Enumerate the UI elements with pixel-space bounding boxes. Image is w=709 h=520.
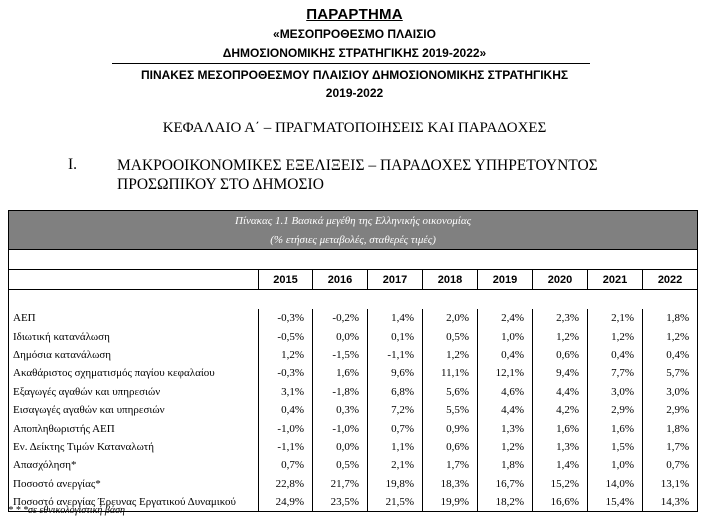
value-cell: 0,4%	[259, 401, 313, 419]
value-cell: 1,0%	[478, 327, 533, 345]
value-cell: 1,2%	[259, 346, 313, 364]
value-cell: 4,4%	[533, 383, 588, 401]
table-row	[9, 364, 698, 382]
value-cell: 22,8%	[259, 475, 313, 493]
value-cell: 14,3%	[643, 493, 698, 512]
year-header: 2019	[478, 270, 533, 290]
row-label: ΑΕΠ	[9, 309, 259, 327]
value-cell: 4,2%	[533, 401, 588, 419]
table-row	[9, 327, 698, 345]
year-header: 2022	[643, 270, 698, 290]
value-cell: 4,6%	[478, 383, 533, 401]
table-blank-row	[9, 250, 698, 270]
table-header-row	[9, 270, 698, 290]
table-row	[9, 309, 698, 327]
value-cell: 3,0%	[588, 383, 643, 401]
value-cell: 18,3%	[423, 475, 478, 493]
value-cell: 0,4%	[588, 346, 643, 364]
value-cell: -0,3%	[259, 309, 313, 327]
value-cell: 0,7%	[368, 419, 423, 437]
value-cell: 0,1%	[368, 327, 423, 345]
value-cell: 1,6%	[313, 364, 368, 382]
row-label: Εν. Δείκτης Τιμών Καταναλωτή	[9, 438, 259, 456]
value-cell: 1,2%	[643, 327, 698, 345]
tables-heading: ΠΙΝΑΚΕΣ ΜΕΣΟΠΡΟΘΕΣΜΟΥ ΠΛΑΙΣΙΟΥ ΔΗΜΟΣΙΟΝΟΜΙΚΗΣ ΣΤΡΑΤΗΓΙΚΗΣ	[140, 68, 569, 82]
value-cell: 1,5%	[588, 438, 643, 456]
row-label: Δημόσια κατανάλωση	[9, 346, 259, 364]
value-cell: -0,5%	[259, 327, 313, 345]
value-cell: 1,7%	[643, 438, 698, 456]
value-cell: 0,5%	[313, 456, 368, 474]
table-row	[9, 346, 698, 364]
value-cell: -1,1%	[259, 438, 313, 456]
value-cell: 1,8%	[643, 309, 698, 327]
value-cell: 1,7%	[423, 456, 478, 474]
value-cell: 19,8%	[368, 475, 423, 493]
value-cell: 0,3%	[313, 401, 368, 419]
value-cell: 1,6%	[533, 419, 588, 437]
value-cell: 23,5%	[313, 493, 368, 512]
table-row	[9, 419, 698, 437]
value-cell: 16,6%	[533, 493, 588, 512]
value-cell: -1,0%	[313, 419, 368, 437]
row-label: Ακαθάριστος σχηματισμός παγίου κεφαλαίου	[9, 364, 259, 382]
value-cell: 2,0%	[423, 309, 478, 327]
table-row	[9, 475, 698, 493]
value-cell: 0,9%	[423, 419, 478, 437]
value-cell: 0,4%	[478, 346, 533, 364]
row-label: Ποσοστό ανεργίας Έρευνας Εργατικού Δυναμικού	[9, 493, 259, 512]
value-cell: -0,2%	[313, 309, 368, 327]
value-cell: -1,1%	[368, 346, 423, 364]
tables-heading-years: 2019-2022	[325, 86, 384, 100]
table-row	[9, 383, 698, 401]
row-label: Εξαγωγές αγαθών και υπηρεσιών	[9, 383, 259, 401]
value-cell: 1,4%	[533, 456, 588, 474]
value-cell: 6,8%	[368, 383, 423, 401]
value-cell: 21,7%	[313, 475, 368, 493]
year-header: 2021	[588, 270, 643, 290]
value-cell: 0,6%	[533, 346, 588, 364]
value-cell: 1,6%	[588, 419, 643, 437]
row-label: Ιδιωτική κατανάλωση	[9, 327, 259, 345]
value-cell: 0,6%	[423, 438, 478, 456]
value-cell: 0,7%	[259, 456, 313, 474]
value-cell: 1,4%	[368, 309, 423, 327]
value-cell: 2,3%	[533, 309, 588, 327]
table-footnote: * * *σε εθνικολογιστική βάση	[8, 505, 125, 516]
row-label: Εισαγωγές αγαθών και υπηρεσιών	[9, 401, 259, 419]
value-cell: -1,0%	[259, 419, 313, 437]
value-cell: 0,7%	[643, 456, 698, 474]
value-cell: 3,1%	[259, 383, 313, 401]
chapter-heading: ΚΕΦΑΛΑΙΟ Α΄ – ΠΡΑΓΜΑΤΟΠΟΙΗΣΕΙΣ ΚΑΙ ΠΑΡΑΔΟΧΕΣ	[162, 120, 547, 136]
value-cell: 2,9%	[588, 401, 643, 419]
value-cell: 15,4%	[588, 493, 643, 512]
value-cell: 0,4%	[643, 346, 698, 364]
header-label-cell	[9, 270, 259, 290]
row-label: Αποπληθωριστής ΑΕΠ	[9, 419, 259, 437]
row-label: Ποσοστό ανεργίας*	[9, 475, 259, 493]
value-cell: 1,2%	[423, 346, 478, 364]
year-header: 2020	[533, 270, 588, 290]
year-header: 2015	[259, 270, 313, 290]
value-cell: 1,1%	[368, 438, 423, 456]
table-subtitle-row	[9, 230, 698, 250]
year-header: 2016	[313, 270, 368, 290]
value-cell: 2,4%	[478, 309, 533, 327]
section-number: I.	[68, 156, 78, 173]
annex-subtitle-line1: «ΜΕΣΟΠΡΟΘΕΣΜΟ ΠΛΑΙΣΙΟ	[273, 27, 436, 41]
value-cell: 14,0%	[588, 475, 643, 493]
value-cell: 1,3%	[533, 438, 588, 456]
value-cell: 11,1%	[423, 364, 478, 382]
value-cell: 1,2%	[533, 327, 588, 345]
value-cell: 13,1%	[643, 475, 698, 493]
value-cell: 9,6%	[368, 364, 423, 382]
value-cell: 3,0%	[643, 383, 698, 401]
value-cell: 5,5%	[423, 401, 478, 419]
value-cell: 1,0%	[588, 456, 643, 474]
value-cell: -0,3%	[259, 364, 313, 382]
value-cell: 9,4%	[533, 364, 588, 382]
section-title: ΜΑΚΡΟΟΙΚΟΝΟΜΙΚΕΣ ΕΞΕΛΙΞΕΙΣ – ΠΑΡΑΔΟΧΕΣ ΥΠΗΡΕΤΟΥΝΤΟΣ ΠΡΟΣΩΠΙΚΟΥ ΣΤΟ ΔΗΜΟΣΙΟ	[117, 157, 598, 193]
economy-indicators-table	[8, 210, 698, 512]
row-label: Απασχόληση*	[9, 456, 259, 474]
value-cell: 0,0%	[313, 438, 368, 456]
value-cell: 1,8%	[478, 456, 533, 474]
table-title-row	[9, 211, 698, 231]
value-cell: -1,5%	[313, 346, 368, 364]
value-cell: 1,2%	[478, 438, 533, 456]
value-cell: 19,9%	[423, 493, 478, 512]
value-cell: -1,8%	[313, 383, 368, 401]
value-cell: 15,2%	[533, 475, 588, 493]
value-cell: 2,9%	[643, 401, 698, 419]
table-title: Πίνακας 1.1 Βασικά μεγέθη της Ελληνικής οικονομίας	[9, 211, 698, 231]
year-header: 2017	[368, 270, 423, 290]
table-row	[9, 456, 698, 474]
value-cell: 1,8%	[643, 419, 698, 437]
value-cell: 2,1%	[368, 456, 423, 474]
value-cell: 24,9%	[259, 493, 313, 512]
value-cell: 1,3%	[478, 419, 533, 437]
value-cell: 21,5%	[368, 493, 423, 512]
value-cell: 5,7%	[643, 364, 698, 382]
value-cell: 16,7%	[478, 475, 533, 493]
value-cell: 18,2%	[478, 493, 533, 512]
year-header: 2018	[423, 270, 478, 290]
value-cell: 0,5%	[423, 327, 478, 345]
table-row	[9, 438, 698, 456]
header-divider	[112, 63, 590, 64]
annex-subtitle-line2: ΔΗΜΟΣΙΟΝΟΜΙΚΗΣ ΣΤΡΑΤΗΓΙΚΗΣ 2019-2022»	[222, 46, 487, 60]
value-cell: 4,4%	[478, 401, 533, 419]
value-cell: 7,2%	[368, 401, 423, 419]
table-row	[9, 401, 698, 419]
value-cell: 12,1%	[478, 364, 533, 382]
value-cell: 7,7%	[588, 364, 643, 382]
table-subtitle: (% ετήσιες μεταβολές, σταθερές τιμές)	[9, 230, 698, 250]
value-cell: 5,6%	[423, 383, 478, 401]
value-cell: 2,1%	[588, 309, 643, 327]
value-cell: 1,2%	[588, 327, 643, 345]
table-spacer-row	[9, 290, 698, 310]
annex-title: ΠΑΡΑΡΤΗΜΑ	[306, 6, 403, 23]
value-cell: 0,0%	[313, 327, 368, 345]
